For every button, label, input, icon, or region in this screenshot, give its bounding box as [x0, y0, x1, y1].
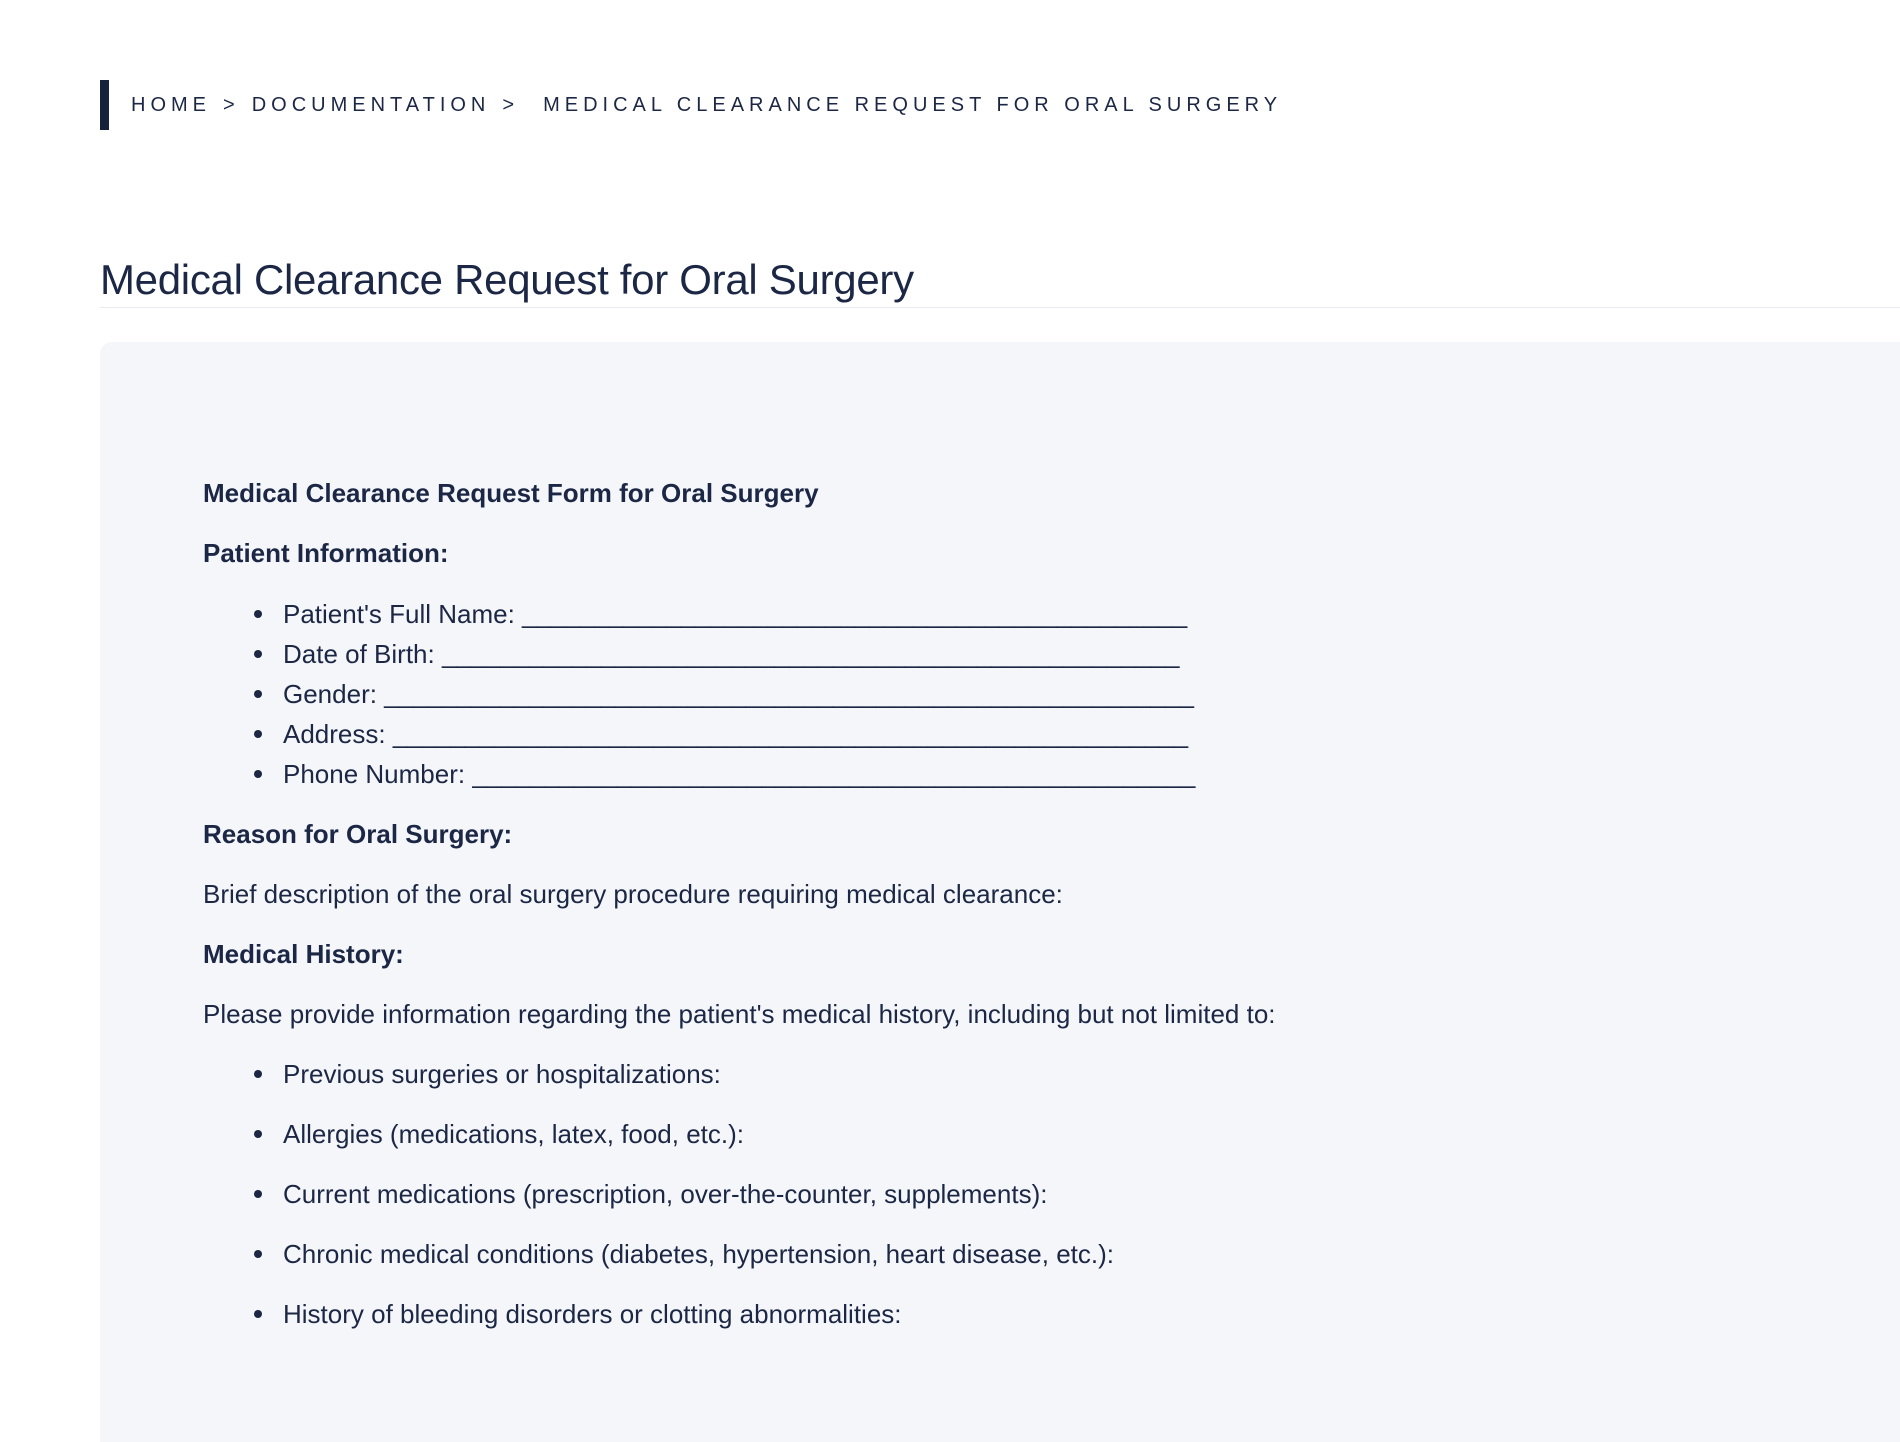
section-heading-reason: Reason for Oral Surgery:	[203, 819, 513, 849]
breadcrumb-link-home[interactable]: HOME	[131, 93, 211, 116]
section-heading-patient-information: Patient Information:	[203, 538, 449, 568]
list-item-gender: Gender: ________________________________________________________	[203, 674, 1820, 714]
breadcrumb-link-documentation[interactable]: DOCUMENTATION	[251, 93, 491, 116]
list-item-address: Address: _______________________________________________________	[203, 714, 1820, 754]
list-item-previous-surgeries: Previous surgeries or hospitalizations:	[203, 1055, 1820, 1094]
medical-history-list	[203, 1055, 1820, 1334]
breadcrumb	[100, 80, 1900, 130]
list-item-allergies: Allergies (medications, latex, food, etc.):	[203, 1115, 1820, 1154]
page	[0, 80, 1900, 1442]
breadcrumb-separator-icon: >	[223, 93, 240, 116]
list-item-patient-full-name: Patient's Full Name: ______________________________________________	[203, 594, 1820, 634]
list-item-current-medications: Current medications (prescription, over-the-counter, supplements):	[203, 1175, 1820, 1214]
form-title: Medical Clearance Request Form for Oral Surgery	[203, 478, 819, 508]
breadcrumb-accent-bar	[100, 80, 109, 130]
page-title: Medical Clearance Request for Oral Surgery	[100, 255, 1900, 308]
breadcrumb-current-page: MEDICAL CLEARANCE REQUEST FOR ORAL SURGERY	[543, 93, 1283, 116]
patient-info-list	[203, 594, 1820, 794]
content-panel	[100, 342, 1900, 1442]
list-item-phone-number: Phone Number: __________________________________________________	[203, 754, 1820, 794]
list-item-bleeding-disorders: History of bleeding disorders or clotting abnormalities:	[203, 1295, 1820, 1334]
section-heading-medical-history: Medical History:	[203, 939, 404, 969]
list-item-chronic-conditions: Chronic medical conditions (diabetes, hypertension, heart disease, etc.):	[203, 1235, 1820, 1274]
breadcrumb-separator-icon: >	[502, 93, 520, 116]
list-item-date-of-birth: Date of Birth: ___________________________________________________	[203, 634, 1820, 674]
paragraph-reason-description: Brief description of the oral surgery procedure requiring medical clearance:	[203, 879, 1063, 909]
paragraph-history-intro: Please provide information regarding the patient's medical history, including but not limited to:	[203, 999, 1276, 1029]
